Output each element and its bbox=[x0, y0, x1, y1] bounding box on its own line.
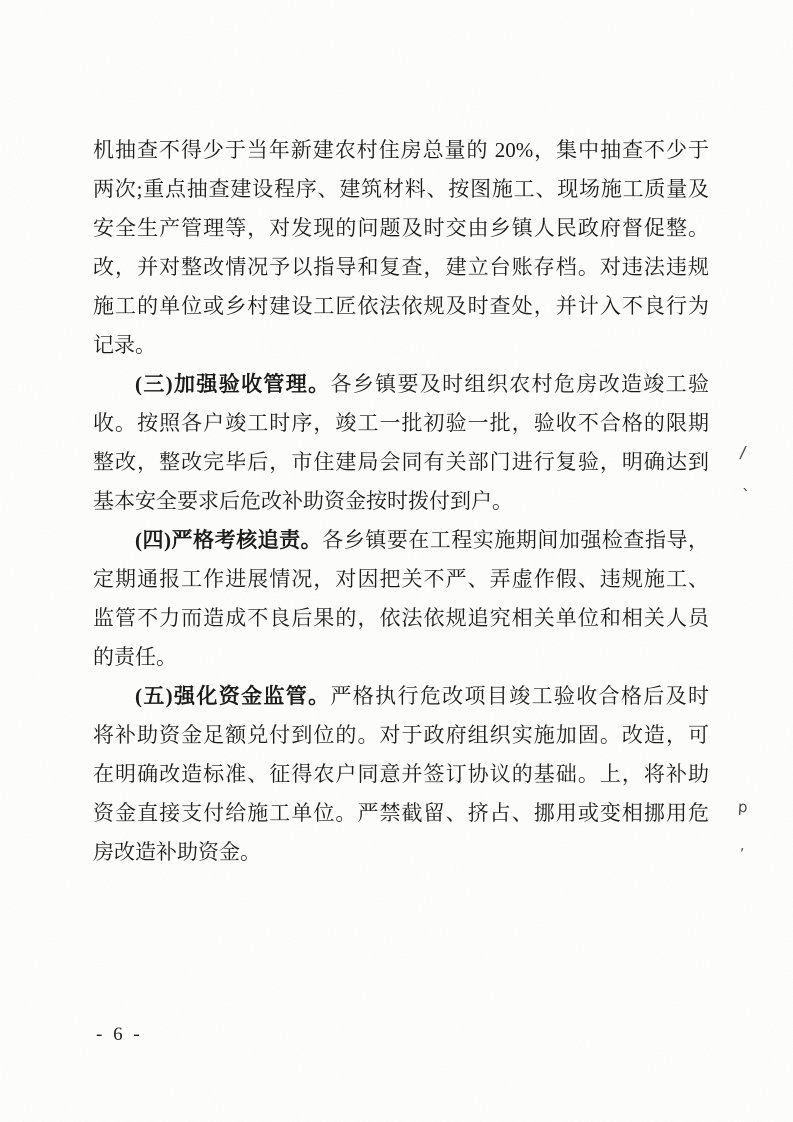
scan-artifact-mark: ` bbox=[742, 486, 750, 505]
page-number: - 6 - bbox=[96, 1024, 143, 1045]
text-line: 监管不力而造成不良后果的，依法依规追究相关单位和相关人员 bbox=[93, 606, 709, 630]
text-line: 基本安全要求后危改补助资金按时拨付到户。 bbox=[93, 489, 513, 513]
text-line bbox=[93, 521, 709, 560]
scan-artifact-mark: / bbox=[738, 442, 748, 464]
text-line: 两次;重点抽查建设程序、建筑材料、按图施工、现场施工质量及 bbox=[93, 177, 709, 201]
text-line: 整改，整改完毕后，市住建局会同有关部门进行复验，明确达到 bbox=[93, 450, 709, 474]
text-line: 安全生产管理等，对发现的问题及时交由乡镇人民政府督促整。 bbox=[93, 216, 709, 240]
section-heading: (四)严格考核追责。 bbox=[135, 528, 323, 552]
text-line: 施工的单位或乡村建设工匠依法依规及时查处，并计入不良行为 bbox=[93, 294, 709, 318]
text-line: 将补助资金足额兑付到位的。对于政府组织实施加固。改造，可 bbox=[93, 723, 709, 747]
text-line bbox=[93, 365, 709, 404]
text-line: 的责任。 bbox=[93, 645, 177, 669]
text-line: 定期通报工作进展情况，对因把关不严、弄虚作假、违规施工、 bbox=[93, 567, 709, 591]
text-line: 收。按照各户竣工时序，竣工一批初验一批，验收不合格的限期 bbox=[93, 411, 709, 435]
text-line: 机抽查不得少于当年新建农村住房总量的 20%，集中抽查不少于 bbox=[93, 138, 709, 162]
section-heading: (三)加强验收管理。 bbox=[135, 372, 331, 396]
text-run: 严格执行危改项目竣工验收合格后及时 bbox=[330, 684, 709, 708]
section-heading: (五)强化资金监管。 bbox=[135, 684, 331, 708]
text-line: 房改造补助资金。 bbox=[93, 840, 261, 864]
text-line: 改，并对整改情况予以指导和复查，建立台账存档。对违法违规 bbox=[93, 255, 709, 279]
scan-artifact-mark: , bbox=[740, 838, 745, 854]
text-line: 记录。 bbox=[93, 333, 156, 357]
text-line bbox=[93, 677, 709, 716]
text-run: 各乡镇要在工程实施期间加强检查指导， bbox=[322, 528, 709, 552]
text-run: 各乡镇要及时组织农村危房改造竣工验 bbox=[330, 372, 709, 396]
text-line: 在明确改造标准、征得农户同意并签订协议的基础。上，将补助 bbox=[93, 762, 709, 786]
text-line: 资金直接支付给施工单位。严禁截留、挤占、挪用或变相挪用危 bbox=[93, 801, 709, 825]
scan-artifact-mark: p bbox=[737, 797, 748, 817]
document-body bbox=[93, 131, 709, 872]
